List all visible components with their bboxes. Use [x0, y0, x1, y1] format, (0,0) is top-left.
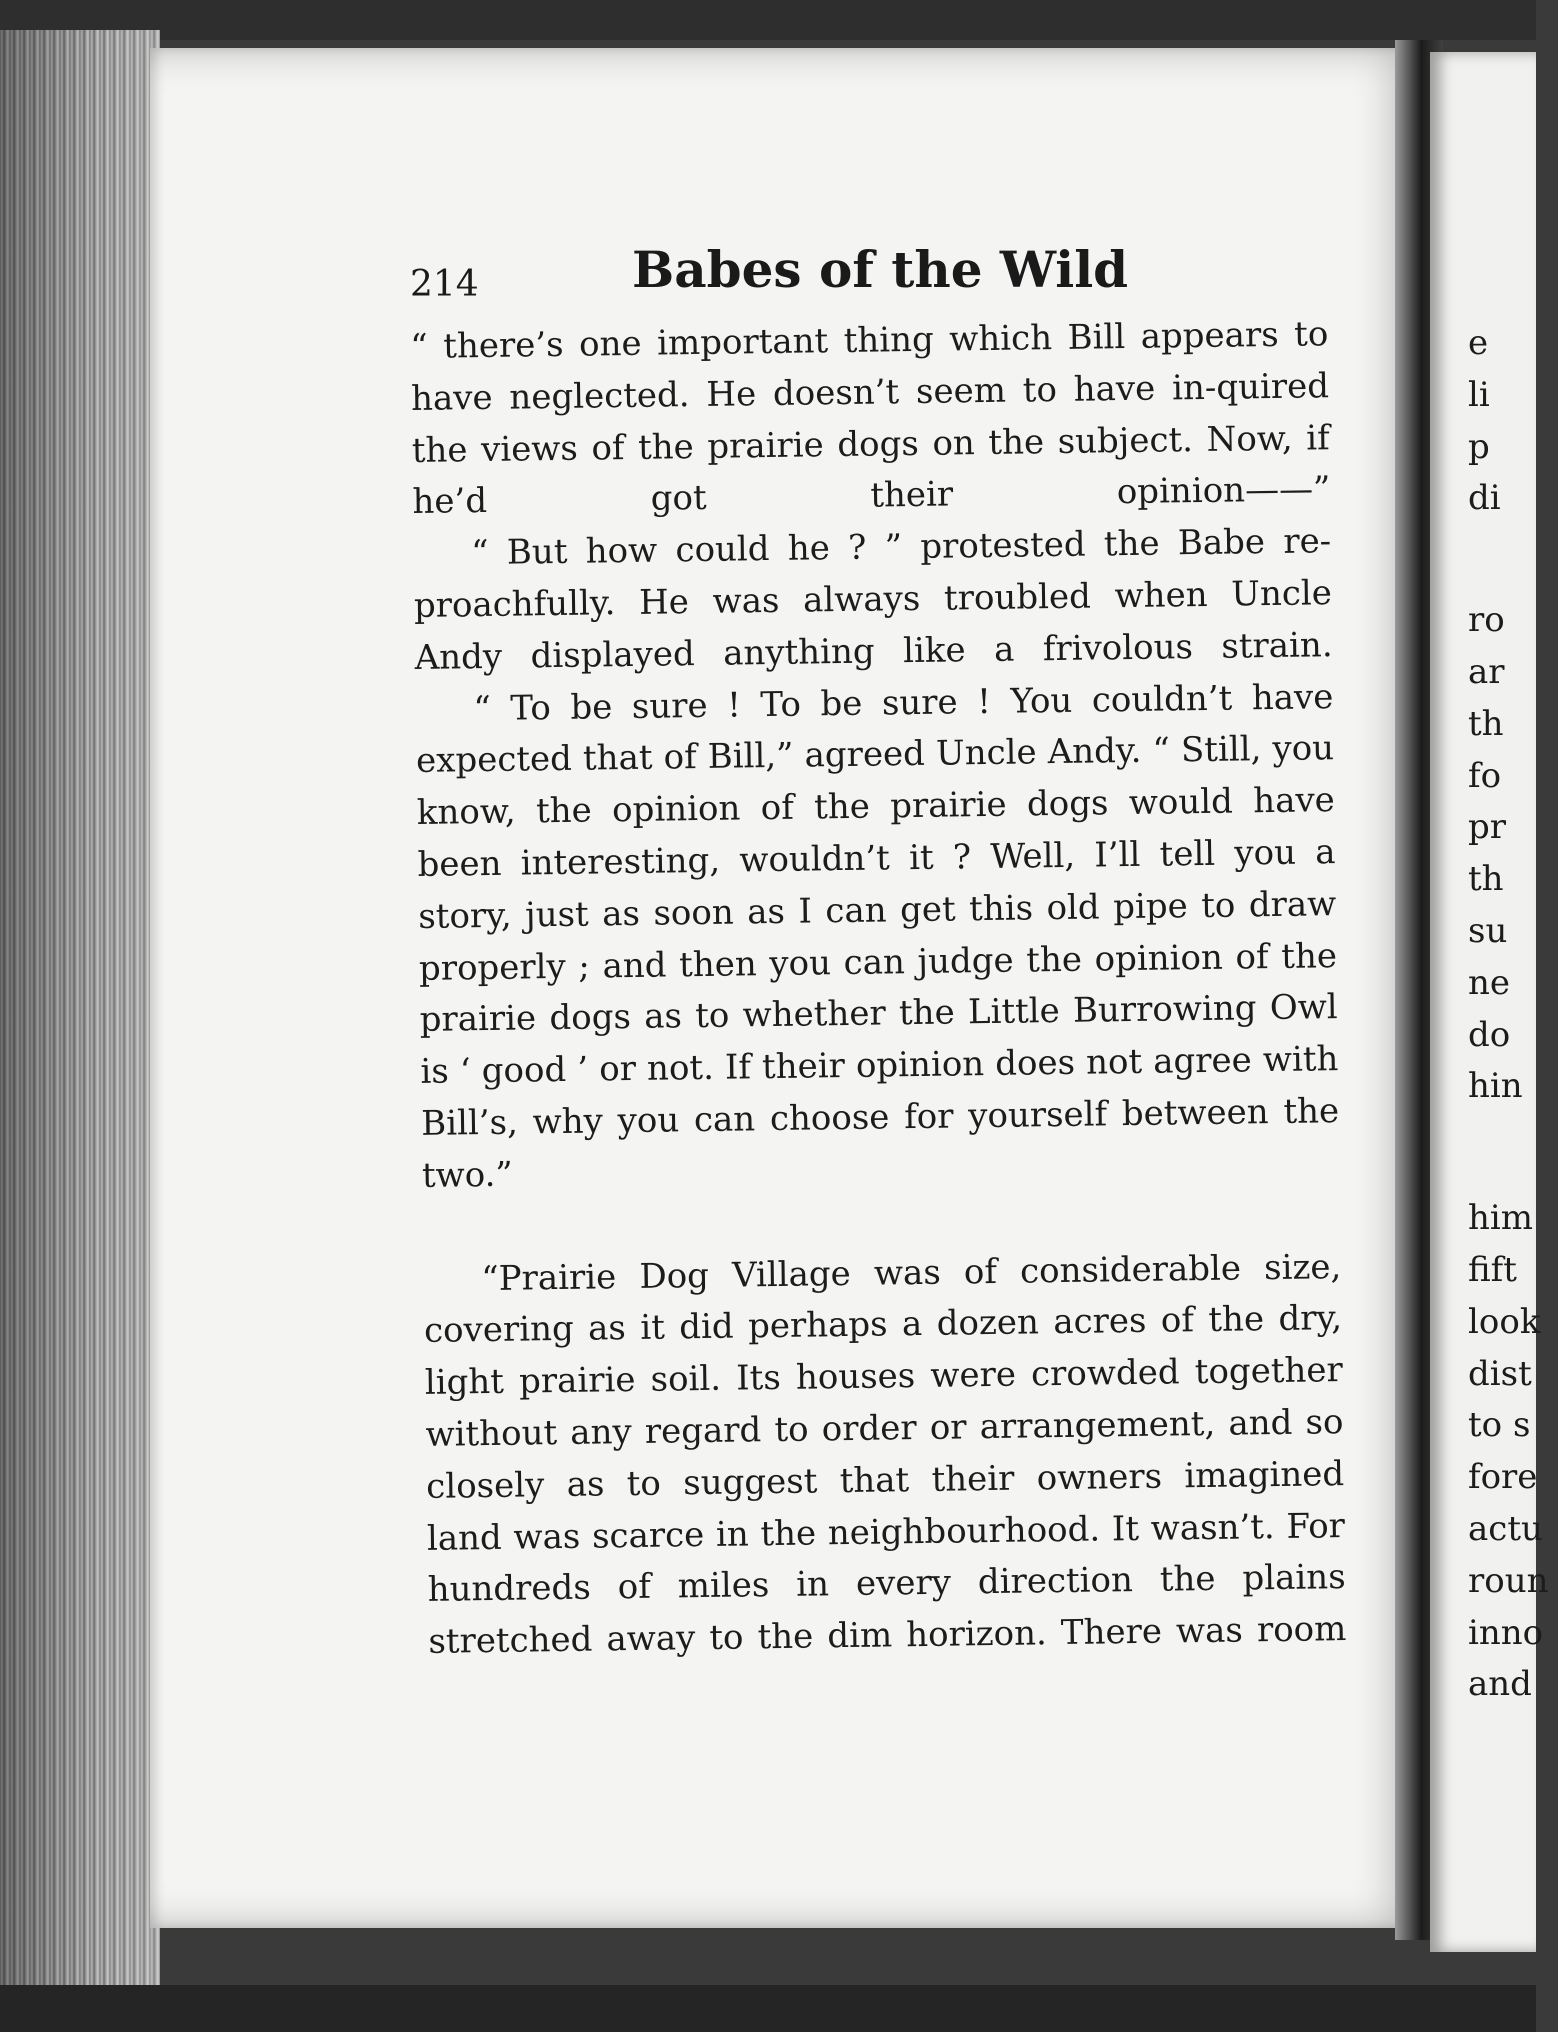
facing-page-fragment: hin [1468, 1066, 1523, 1107]
facing-page-fragment: li [1468, 374, 1490, 415]
page-number: 214 [410, 264, 479, 305]
facing-page-fragment: inno [1468, 1612, 1544, 1653]
facing-page-fragment: pr [1468, 807, 1507, 848]
facing-page-fragment: fore [1468, 1457, 1538, 1498]
facing-page-fragment: actu [1468, 1508, 1543, 1549]
scan-bottom-border [0, 1985, 1536, 2032]
facing-page-fragment: do [1468, 1014, 1511, 1055]
paragraph: “ there’s one important thing which Bill appears to have neglected. He doesn’t seem to have in-quired the views of the prairie dogs on the subject. Now, if he’d got their opinion——” [410, 314, 1331, 523]
paragraph: “Prairie Dog Village was of considerable size, covering as it did perhaps a dozen acres of the dry, light prairie soil. Its houses were crowded together without any regard to order or arrangement, and so closely as to suggest that their owners imagined land was scarce in the neighbourhood. It wasn’t. For hundreds of miles in every direction the plains stretched away to the dim horizon. There was room [423, 1246, 1347, 1662]
body-text [410, 309, 1347, 1669]
paragraph: “ But how could he ? ” protested the Babe re-proachfully. He was always troubled when Uncle Andy displayed anything like a frivolous strain. [413, 521, 1333, 678]
facing-page-fragment: ne [1468, 962, 1511, 1003]
facing-page-fragment: him [1468, 1198, 1534, 1239]
facing-page-fragment: to s [1468, 1405, 1531, 1446]
facing-page-fragment: su [1468, 910, 1508, 951]
facing-page-fragment: ar [1468, 651, 1505, 692]
facing-page-fragment: ro [1468, 600, 1505, 641]
scan-top-border [0, 0, 1536, 40]
facing-page-gap [1468, 1113, 1558, 1193]
facing-page-fragment: and [1468, 1664, 1532, 1705]
facing-page-fragment: di [1468, 478, 1501, 519]
facing-page-fragment: dist [1468, 1353, 1532, 1394]
page-header [410, 240, 1310, 310]
facing-page-fragment: e [1468, 323, 1489, 363]
page-edges-shade [0, 30, 160, 1990]
facing-page-fragment: th [1468, 703, 1504, 744]
facing-page-fragment: p [1468, 426, 1490, 467]
facing-page-fragment: th [1468, 859, 1504, 900]
facing-page-fragment: fift [1468, 1249, 1517, 1290]
facing-page-fragment: look [1468, 1301, 1541, 1342]
facing-page-fragment: roun [1468, 1560, 1549, 1601]
facing-page-gap [1468, 525, 1558, 595]
facing-page-fragment: fo [1468, 755, 1502, 796]
facing-page-text [1468, 318, 1558, 1711]
running-title: Babes of the Wild [632, 240, 1129, 299]
paragraph: “ To be sure ! To be sure ! You couldn’t have expected that of Bill,” agreed Uncle Andy. “ Still, you know, the opinion of the prairie dogs would have been interesting, wouldn’t it ? Well, I’ll tell you a story, just as soon as I can get this old pipe to draw properly ; and then you can judge the opinion of the prairie dogs as to whether the Little Burrowing Owl is ‘ good ’ or not. If their opinion does not agree with Bill’s, why you can choose for yourself between the two.” [415, 676, 1340, 1196]
